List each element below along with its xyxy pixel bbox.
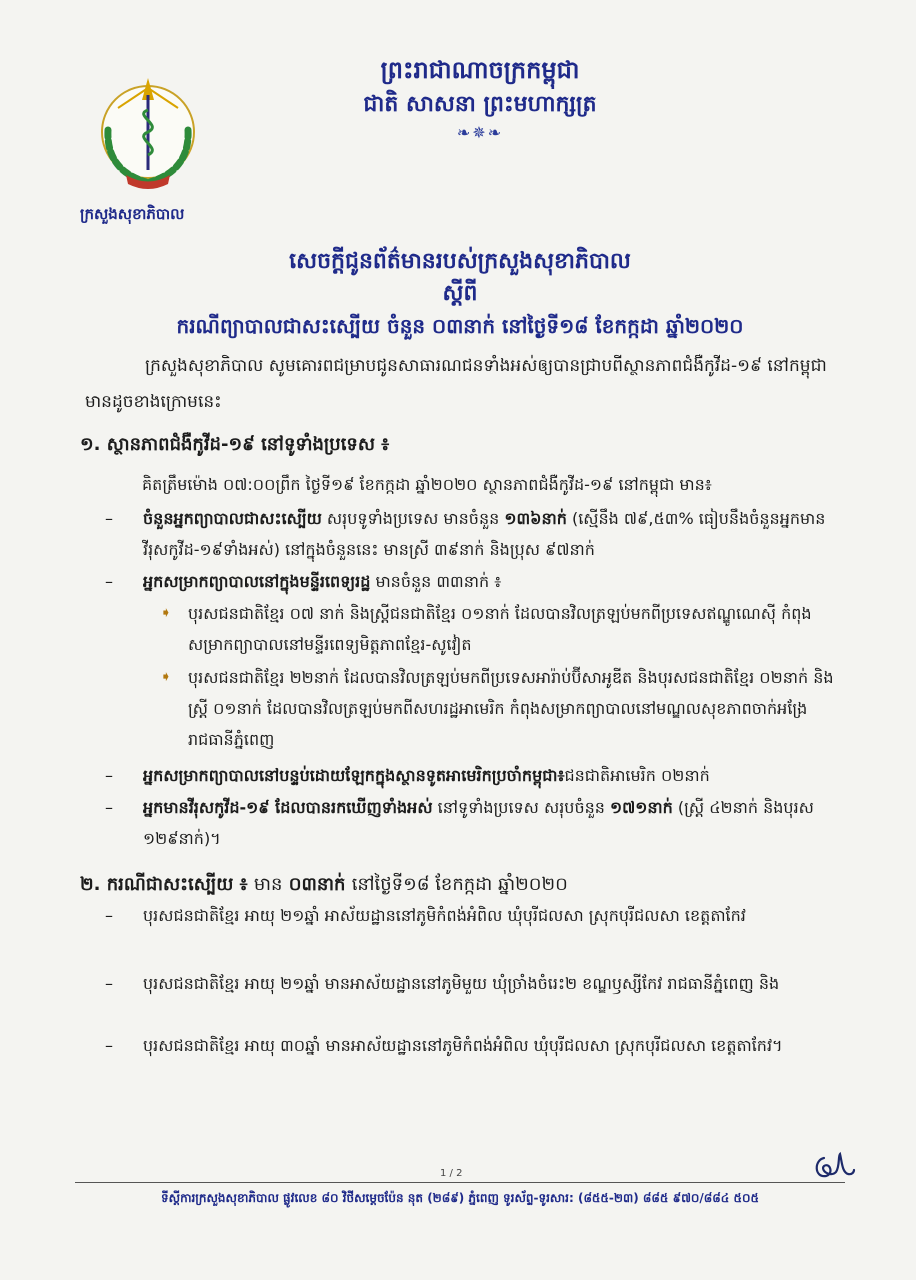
dash-bullet: – (105, 906, 113, 925)
recovered-count: ១៣៦នាក់ (504, 509, 567, 528)
list-item-total (105, 792, 850, 854)
list-item-case-1 (105, 900, 850, 931)
list-item-text (143, 792, 850, 854)
section-1-heading: ១. ស្ថានភាពជំងឺកូវីដ-១៩ នៅទូទាំងប្រទេស ៖ (80, 434, 390, 455)
case-text: បុរសជនជាតិខ្មែរ អាយុ ២១ឆ្នាំ អាស័យដ្ឋាននៅភូមិកំពង់អំពិល ឃុំបុរីជលសា ស្រុកបុរីជលសា ខេត្តតាកែវ (143, 906, 746, 925)
list-item-text (143, 503, 850, 565)
dash-bullet: – (105, 509, 113, 528)
total-count: ១៧១នាក់ (610, 798, 673, 817)
case-text: បុរសជនជាតិខ្មែរ អាយុ ៣០ឆ្នាំ មានអាស័យដ្ឋាននៅភូមិកំពង់អំពិល ឃុំបុរីជលសា ស្រុកបុរីជលសា ខេត្តតាកែវ។ (143, 1036, 783, 1055)
list-item-text (143, 760, 850, 791)
intro-paragraph: ក្រសួងសុខាភិបាល សូមគោរពជម្រាបជូនសាធារណជនទាំងអស់ឲ្យបានជ្រាបពីស្ថានភាពជំងឺកូវីដ-១៩ នៅកម្ពុជា មានដូចខាងក្រោមនេះ (85, 356, 827, 412)
section-2-heading (80, 868, 568, 902)
sub-item-text: បុរសជនជាតិខ្មែរ ០៧ នាក់ និងស្ត្រីជនជាតិខ្មែរ ០១នាក់ ដែលបានវិលត្រឡប់មកពីប្រទេសឥណ្ឌូណេស៊ី កំពុងសម្រាកព្យាបាលនៅមន្ទីរពេទ្យមិត្តភាពខ្មែរ-សូវៀត (188, 604, 812, 654)
hospital-label: អ្នកសម្រាកព្យាបាលនៅក្នុងមន្ទីរពេទ្យរដ្ឋ (143, 572, 371, 591)
nation-religion-king: ជាតិ សាសនា ព្រះមហាក្សត្រ (363, 92, 597, 117)
section-2-pre: មាន (253, 874, 283, 895)
title-line-2: ស្តីពី (442, 281, 478, 306)
case-text: បុរសជនជាតិខ្មែរ អាយុ ២១ឆ្នាំ មានអាស័យដ្ឋាននៅភូមិមួយ ឃុំច្រាំងចំរេះ២ ខណ្ឌឫស្សីកែវ រាជធានីភ្នំពេញ និង (143, 974, 780, 993)
ornament-icon: ❧✵❧ (456, 123, 504, 142)
embassy-label: អ្នកសម្រាកព្យាបាលនៅបន្ទប់ដោយឡែកក្នុងស្ថានទូតអាមេរិកប្រចាំកម្ពុជា៖ (143, 766, 565, 785)
total-pre: នៅទូទាំងប្រទេស សរុបចំនួន (437, 798, 605, 817)
kingdom-motto (330, 52, 630, 144)
ministry-emblem-icon (88, 60, 208, 200)
arrow-bullet-icon: ➧ (160, 605, 172, 621)
dash-bullet: – (105, 572, 113, 591)
page-number: 1 / 2 (440, 1168, 463, 1179)
title-line-3: ករណីព្យាបាលជាសះស្បើយ ចំនួន ០៣នាក់ នៅថ្ងៃទី១៨ ខែកក្កដា ឆ្នាំ២០២០ (176, 314, 744, 338)
sub-item-indonesia (160, 598, 850, 660)
sub-item-saudi-usa (160, 662, 850, 755)
dash-bullet: – (105, 974, 113, 993)
recovered-post: (ស្មើនឹង ៧៩,៥៣% ធៀបនឹងចំនួនអ្នកមានវីរុសកូវីដ-១៩ទាំងអស់) នៅក្នុងចំនួននេះ មានស្រី ៣៩នាក់ និងប្រុស ៩៧នាក់ (143, 509, 826, 559)
hospital-rest: មានចំនួន ៣៣នាក់ ៖ (375, 572, 502, 591)
recovered-pre: សរុបទូទាំងប្រទេស មានចំនួន (326, 509, 500, 528)
list-item-recovered (105, 503, 850, 565)
arrow-bullet-icon: ➧ (160, 669, 172, 685)
section-2-post: នៅថ្ងៃទី១៨ ខែកក្កដា ឆ្នាំ២០២០ (351, 874, 568, 895)
kingdom-name: ព្រះរាជាណាចក្រកម្ពុជា (380, 56, 580, 84)
section-2-title: ២. ករណីជាសះស្បើយ ៖ (80, 874, 248, 895)
footer-divider (75, 1182, 845, 1183)
recovered-label: ចំនួនអ្នកព្យាបាលជាសះស្បើយ (143, 509, 322, 528)
list-item-embassy (105, 760, 850, 791)
dash-bullet: – (105, 798, 113, 817)
list-item-text (143, 566, 850, 597)
list-item-case-2 (105, 968, 850, 999)
as-of-statement: គិតត្រឹមម៉ោង ០៧:០០ព្រឹក ថ្ងៃទី១៩ ខែកក្កដា ឆ្នាំ២០២០ ស្ថានភាពជំងឺកូវីដ-១៩ នៅកម្ពុជា មាន៖ (142, 475, 712, 494)
total-post: (ស្ត្រី ៤២នាក់ និងបុរស ១២៩នាក់)។ (143, 798, 814, 848)
footer-address: ទីស្តីការក្រសួងសុខាភិបាល ផ្លូវលេខ ៨០ វិថីសម្តេចប៉ែន នុត (២៨៩) ភ្នំពេញ ទូរស័ព្ទ-ទូរសារ: (៨៥៥-២៣) ៨៨៥ ៩៧០/៨៨៤ ៥០៥ (161, 1191, 759, 1205)
dash-bullet: – (105, 766, 113, 785)
ministry-label: ក្រសួងសុខាភិបាល (80, 205, 185, 223)
embassy-rest: ជនជាតិអាមេរិក ០២នាក់ (564, 766, 710, 785)
document-title (130, 245, 790, 343)
list-item-hospitalized (105, 566, 850, 597)
signature-icon (810, 1148, 856, 1182)
list-item-case-3 (105, 1030, 850, 1061)
sub-item-text: បុរសជនជាតិខ្មែរ ២២នាក់ ដែលបានវិលត្រឡប់មកពីប្រទេសអារ៉ាប់ប៊ីសាអូឌីត និងបុរសជនជាតិខ្មែរ ០២នាក់ និងស្ត្រី ០១នាក់ ដែលបានវិលត្រឡប់មកពីសហរដ្ឋអាមេរិក កំពុងសម្រាកព្យាបាលនៅមណ្ឌលសុខភាពចាក់អង្រែ រាជធានីភ្នំពេញ (188, 668, 834, 749)
section-2-count: ០៣នាក់ (288, 874, 346, 895)
title-line-1: សេចក្តីជូនព័ត៌មានរបស់ក្រសួងសុខាភិបាល (289, 249, 631, 274)
dash-bullet: – (105, 1036, 113, 1055)
total-label: អ្នកមានវីរុសកូវីដ-១៩ ដែលបានរកឃើញទាំងអស់ (143, 798, 433, 817)
